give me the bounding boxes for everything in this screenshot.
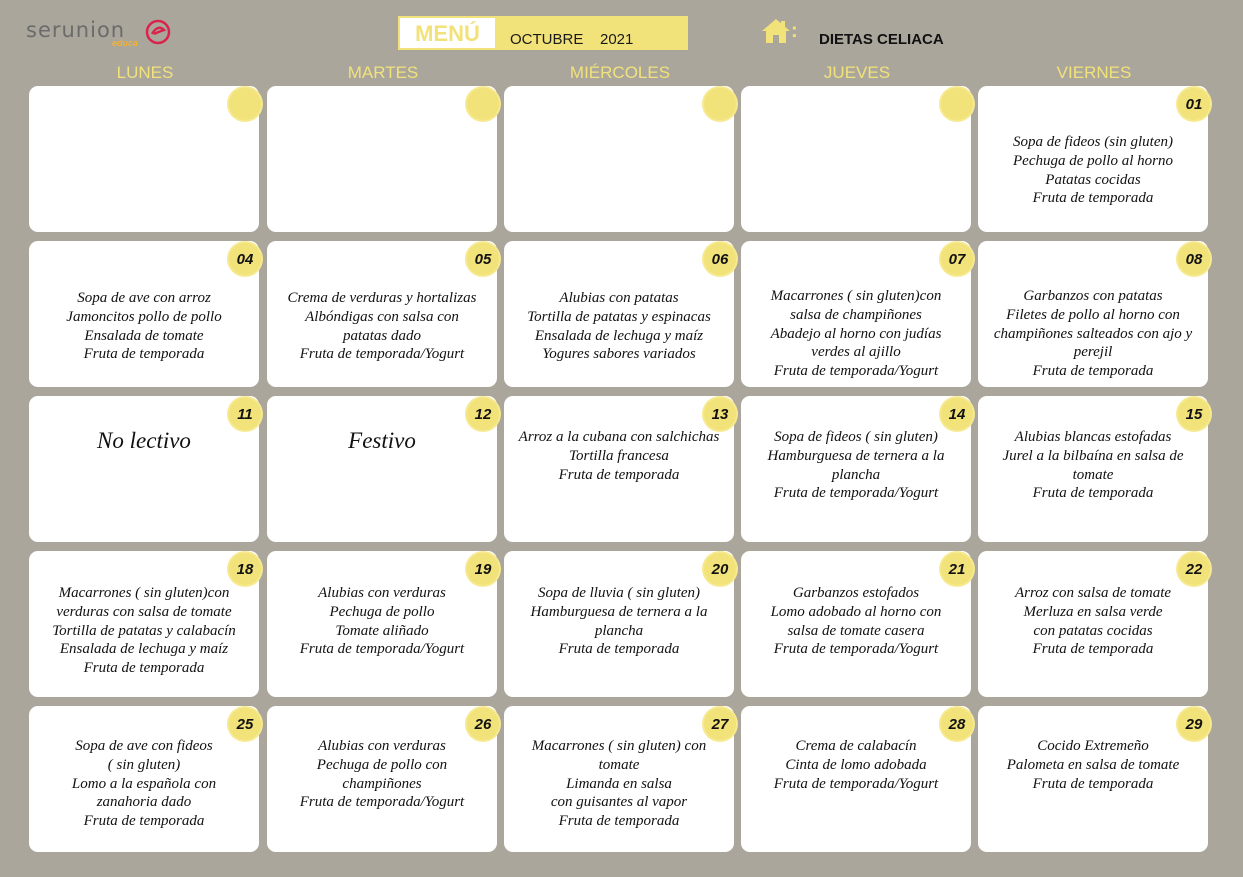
date-badge: 04 [229,243,261,275]
meal-item: Alubias blancas estofadas [1014,429,1172,445]
date-badge: 27 [704,708,736,740]
date-badge: 15 [1178,398,1210,430]
meal-item: Fruta de temporada [558,813,680,830]
meal-item: Fruta de temporada [83,346,205,363]
meal-item: Cinta de lomo adobada [785,756,927,773]
meal-item: Sopa de ave con fideos [75,738,213,754]
meal-item: Sopa de lluvia ( sin gluten) [537,585,701,601]
meal-item: Fruta de temporada [83,660,205,677]
meal-item: verdes al ajillo [811,344,901,361]
meal-list [978,737,1208,793]
date-badge: 06 [704,243,736,275]
day-header-monday: LUNES [116,63,174,82]
date-badge: 01 [1178,88,1210,120]
date-badge: 13 [704,398,736,430]
day-cell [504,86,734,232]
meal-list [504,289,734,364]
meal-list [267,289,497,364]
day-cell [267,551,497,697]
year-label: 2021 [600,31,634,48]
day-cell [978,396,1208,542]
meal-item: plancha [594,622,644,639]
meal-item: Lomo a la española con [71,775,217,792]
meal-item: Albóndigas con salsa con [305,308,459,325]
meal-item: Abadejo al horno con judías [770,325,942,342]
meal-item: Fruta de temporada/Yogurt [773,485,939,502]
meal-item: con patatas cocidas [1033,622,1153,639]
meal-item: verduras con salsa de tomate [56,603,232,620]
meal-item: Ensalada de tomate [84,327,204,344]
meal-item: Yogures sabores variados [542,346,696,363]
date-badge: 12 [467,398,499,430]
menu-label: MENÚ [400,18,495,48]
date-badge: 25 [229,708,261,740]
meal-item: Fruta de temporada [558,466,680,483]
day-cell [267,86,497,232]
meal-item: Fruta de temporada [558,641,680,658]
date-badge [941,88,973,120]
date-badge: 05 [467,243,499,275]
meal-item: Jurel a la bilbaína en salsa de [1002,447,1184,464]
date-badge: 11 [229,398,261,430]
meal-item: Palometa en salsa de tomate [1006,756,1180,773]
meal-item: Macarrones ( sin gluten)con [770,288,942,304]
date-badge: 07 [941,243,973,275]
meal-item: Fruta de temporada/Yogurt [299,641,465,658]
meal-list [741,584,971,659]
meal-item: Pechuga de pollo [329,603,435,620]
meal-item: champiñones [342,775,422,792]
meal-item: Sopa de fideos (sin gluten) [1013,134,1173,150]
day-header-thursday: JUEVES [823,63,891,82]
logo-wordmark: serunion [26,18,126,42]
meal-item: Fruta de temporada/Yogurt [299,794,465,811]
meal-item: Tomate aliñado [335,622,429,639]
meal-item: Fruta de temporada [1032,775,1154,792]
meal-item: Tortilla de patatas y calabacín [52,622,236,639]
day-cell [741,86,971,232]
day-cell [741,396,971,542]
meal-item: Fruta de temporada/Yogurt [773,641,939,658]
meal-item: plancha [831,466,881,483]
meal-item: Tortilla de patatas y espinacas [527,308,711,325]
meal-item: Macarrones ( sin gluten) con [531,738,707,754]
day-cell [978,241,1208,387]
day-cell [978,86,1208,232]
day-status: Festivo [348,428,416,453]
day-cell [741,241,971,387]
day-cell [504,396,734,542]
day-cell [29,241,259,387]
meal-list [978,133,1208,208]
meal-item: Sopa de ave con arroz [77,290,211,306]
meal-item: salsa de tomate casera [787,622,925,639]
meal-item: Fruta de temporada [1032,363,1154,380]
meal-item: Ensalada de lechuga y maíz [534,327,704,344]
meal-item: Cocido Extremeño [1037,738,1149,754]
meal-item: Jamoncitos pollo de pollo [66,308,222,325]
meal-item: Filetes de pollo al horno con [1006,306,1180,323]
meal-item: patatas dado [343,327,421,344]
meal-item: Fruta de temporada/Yogurt [773,363,939,380]
day-cell [978,551,1208,697]
meal-item: Fruta de temporada [1032,190,1154,207]
meal-list [741,287,971,381]
date-badge: 29 [1178,708,1210,740]
meal-item: Pechuga de pollo al horno [1013,152,1173,169]
day-header-wednesday: MIÉRCOLES [569,63,671,82]
meal-list [978,584,1208,659]
day-cell [504,241,734,387]
diet-type: DIETAS CELIACA [819,31,944,48]
meal-list [267,737,497,812]
date-badge: 19 [467,553,499,585]
day-cell [504,706,734,852]
serunion-logo [26,14,176,50]
meal-item: Hamburguesa de ternera a la [767,447,945,464]
date-badge: 14 [941,398,973,430]
meal-list [29,289,259,364]
meal-item: Crema de calabacín [795,738,917,754]
meal-item: Arroz a la cubana con salchichas [518,429,720,445]
day-cell [29,396,259,542]
meal-item: ( sin gluten) [107,756,181,773]
day-cell [267,396,497,542]
home-colon: : [791,20,798,42]
date-badge: 20 [704,553,736,585]
logo-swirl-icon [144,18,172,46]
day-cell [741,551,971,697]
home-icon [761,18,791,44]
day-cell [29,706,259,852]
meal-item: Alubias con patatas [559,290,679,306]
meal-item: tomate [598,756,640,773]
logo-tagline: educa [112,38,139,48]
meal-item: salsa de champiñones [790,306,922,323]
date-badge [704,88,736,120]
menu-header-box [398,16,688,50]
date-badge [229,88,261,120]
date-badge: 28 [941,708,973,740]
meal-list [978,287,1208,381]
meal-item: perejil [1073,344,1113,361]
meal-item: Sopa de fideos ( sin gluten) [774,429,938,445]
date-badge: 18 [229,553,261,585]
meal-item: Alubias con verduras [318,738,446,754]
day-cell [29,86,259,232]
meal-list [29,737,259,831]
meal-list [504,428,734,484]
meal-item: Crema de verduras y hortalizas [287,290,477,306]
meal-item: Macarrones ( sin gluten)con [58,585,230,601]
day-cell [741,706,971,852]
meal-list [504,584,734,659]
meal-item: Fruta de temporada/Yogurt [299,346,465,363]
meal-item: tomate [1072,466,1114,483]
meal-item: Fruta de temporada [1032,641,1154,658]
meal-item: Arroz con salsa de tomate [1014,585,1172,601]
day-header-tuesday: MARTES [347,63,419,82]
meal-item: Garbanzos estofados [792,585,920,601]
day-header-friday: VIERNES [1056,63,1132,82]
month-label: OCTUBRE [510,31,584,48]
meal-list [978,428,1208,503]
meal-list [741,428,971,503]
meal-list [504,737,734,831]
day-cell [267,241,497,387]
meal-list [29,584,259,678]
day-status: No lectivo [97,428,191,453]
meal-item: Alubias con verduras [318,585,446,601]
meal-item: Tortilla francesa [569,447,669,464]
meal-item: champiñones salteados con ajo y [993,325,1193,342]
date-badge: 21 [941,553,973,585]
meal-item: Ensalada de lechuga y maíz [59,641,229,658]
meal-list [741,737,971,793]
home-indicator [761,18,801,46]
date-badge: 08 [1178,243,1210,275]
meal-item: Pechuga de pollo con [316,756,448,773]
date-badge [467,88,499,120]
meal-item: Garbanzos con patatas [1023,288,1163,304]
meal-item: Merluza en salsa verde [1023,603,1163,620]
date-badge: 26 [467,708,499,740]
meal-item: Hamburguesa de ternera a la [530,603,708,620]
meal-item: Limanda en salsa [566,775,672,792]
meal-item: Fruta de temporada [1032,485,1154,502]
meal-list [267,584,497,659]
meal-item: con guisantes al vapor [550,794,688,811]
date-badge: 22 [1178,553,1210,585]
day-cell [504,551,734,697]
meal-item: Fruta de temporada [83,813,205,830]
day-cell [267,706,497,852]
day-cell [978,706,1208,852]
meal-item: Patatas cocidas [1045,171,1141,188]
meal-item: Fruta de temporada/Yogurt [773,775,939,792]
meal-item: Lomo adobado al horno con [770,603,942,620]
meal-item: zanahoria dado [96,794,192,811]
day-cell [29,551,259,697]
